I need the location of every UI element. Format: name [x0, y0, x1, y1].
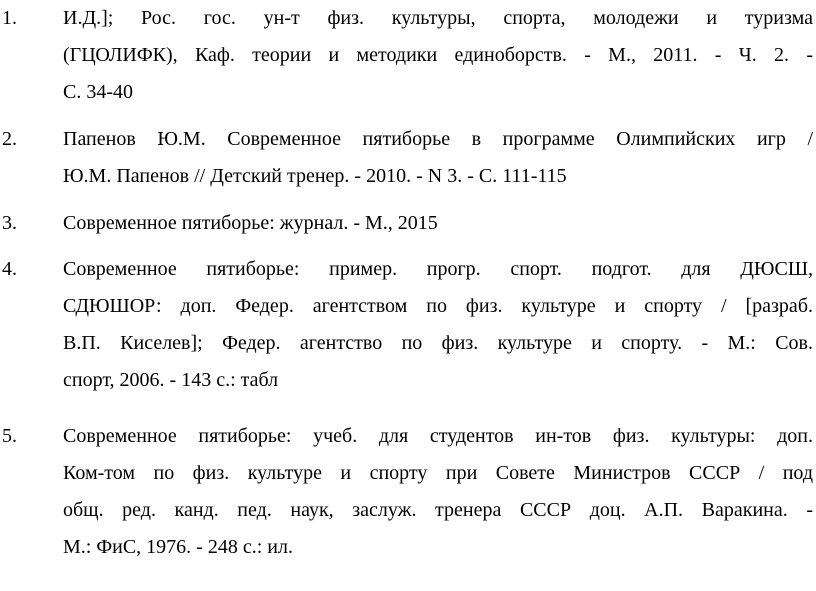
- reference-line: Современное пятиборье: учеб. для студентов ин-тов физ. культуры: доп.: [63, 425, 813, 447]
- reference-line: (ГЦОЛИФК), Каф. теории и методики единоборств. - М., 2011. - Ч. 2. -: [63, 44, 813, 66]
- reference-number: 5.: [2, 425, 17, 447]
- reference-number: 2.: [2, 128, 17, 150]
- reference-number: 3.: [2, 212, 17, 234]
- reference-line: Папенов Ю.М. Современное пятиборье в программе Олимпийских игр /: [63, 128, 813, 150]
- reference-line: Ком-том по физ. культуре и спорту при Совете Министров СССР / под: [63, 462, 813, 484]
- reference-line: общ. ред. канд. пед. наук, заслуж. тренера СССР доц. А.П. Варакина. -: [63, 499, 813, 521]
- reference-line: С. 34-40: [63, 81, 133, 103]
- reference-line: СДЮШОР: доп. Федер. агентством по физ. культуре и спорту / [разраб.: [63, 295, 813, 317]
- reference-number: 1.: [2, 7, 17, 29]
- reference-line: И.Д.]; Рос. гос. ун-т физ. культуры, спорта, молодежи и туризма: [63, 7, 813, 29]
- reference-line: Современное пятиборье: пример. прогр. спорт. подгот. для ДЮСШ,: [63, 258, 813, 280]
- reference-line: М.: ФиС, 1976. - 248 с.: ил.: [63, 536, 293, 558]
- reference-number: 4.: [2, 258, 17, 280]
- reference-line: Ю.М. Папенов // Детский тренер. - 2010. - N 3. - С. 111-115: [63, 165, 567, 187]
- reference-line: спорт, 2006. - 143 с.: табл: [63, 369, 279, 391]
- reference-line: Современное пятиборье: журнал. - М., 2015: [63, 212, 438, 234]
- reference-line: В.П. Киселев]; Федер. агентство по физ. культуре и спорту. - М.: Сов.: [63, 332, 813, 354]
